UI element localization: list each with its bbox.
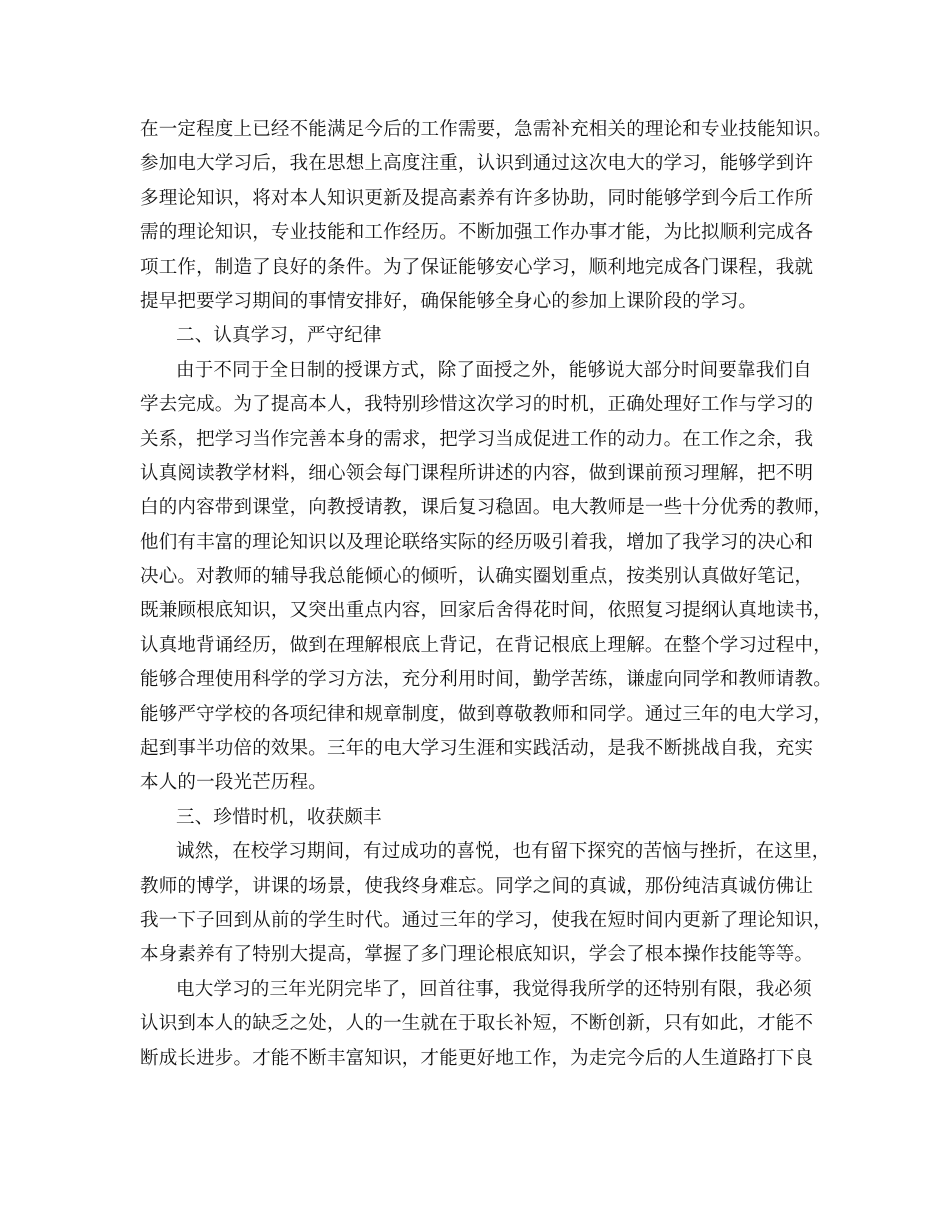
- text-line: 起到事半功倍的效果。三年的电大学习生涯和实践活动，是我不断挑战自我，充实: [140, 738, 814, 760]
- document-body: [140, 113, 832, 1076]
- text-line: 多理论知识，将对本人知识更新及提高素养有许多协助，同时能够学到今后工作所: [140, 187, 814, 209]
- text-line: 能够合理使用科学的学习方法，充分利用时间，勤学苦练，谦虚向同学和教师请教。: [140, 669, 832, 691]
- text-line: 能够严守学校的各项纪律和规章制度，做到尊敬教师和同学。通过三年的电大学习，: [140, 703, 832, 725]
- text-line: 他们有丰富的理论知识以及理论联络实际的经历吸引着我，增加了我学习的决心和: [140, 531, 814, 553]
- text-line: 认真阅读教学材料，细心领会每门课程所讲述的内容，做到课前预习理解，把不明: [140, 462, 814, 484]
- text-line: 在一定程度上已经不能满足今后的工作需要，急需补充相关的理论和专业技能知识。: [140, 119, 832, 140]
- text-line: 断成长进步。才能不断丰富知识，才能更好地工作，为走完今后的人生道路打下良: [140, 1047, 814, 1069]
- text-line: 需的理论知识，专业技能和工作经历。不断加强工作办事才能，为比拟顺利完成各: [140, 222, 814, 244]
- text-line: 既兼顾根底知识，又突出重点内容，回家后舍得花时间，依照复习提纲认真地读书，: [140, 600, 832, 622]
- text-line: 白的内容带到课堂，向教授请教，课后复习稳固。电大教师是一些十分优秀的教师，: [140, 497, 832, 519]
- text-line: 三、珍惜时机，收获颇丰: [176, 806, 382, 828]
- text-line: 由于不同于全日制的授课方式，除了面授之外，能够说大部分时间要靠我们自: [176, 359, 812, 381]
- text-line: 我一下子回到从前的学生时代。通过三年的学习，使我在短时间内更新了理论知识，: [140, 909, 832, 931]
- text-line: 二、认真学习，严守纪律: [176, 325, 382, 347]
- text-line: 项工作，制造了良好的条件。为了保证能够安心学习，顺利地完成各门课程，我就: [140, 256, 814, 278]
- text-line: 提早把要学习期间的事情安排好，确保能够全身心的参加上课阶段的学习。: [140, 290, 758, 312]
- text-line: 本身素养有了特别大提高，掌握了多门理论根底知识，学会了根本操作技能等等。: [140, 944, 814, 966]
- text-line: 参加电大学习后，我在思想上高度注重，认识到通过这次电大的学习，能够学到许: [140, 153, 814, 175]
- text-line: 教师的博学，讲课的场景，使我终身难忘。同学之间的真诚，那份纯洁真诚仿佛让: [140, 875, 814, 897]
- text-line: 电大学习的三年光阴完毕了，回首往事，我觉得我所学的还特别有限，我必须: [176, 978, 812, 1000]
- text-line: 诚然，在校学习期间，有过成功的喜悦，也有留下探究的苦恼与挫折，在这里，: [176, 841, 831, 863]
- text-line: 认识到本人的缺乏之处，人的一生就在于取长补短，不断创新，只有如此，才能不: [140, 1013, 814, 1035]
- text-line: 本人的一段光芒历程。: [140, 772, 328, 794]
- text-line: 关系，把学习当作完善本身的需求，把学习当成促进工作的动力。在工作之余，我: [140, 428, 814, 450]
- text-line: 认真地背诵经历，做到在理解根底上背记，在背记根底上理解。在整个学习过程中，: [140, 634, 832, 656]
- text-line: 决心。对教师的辅导我总能倾心的倾听，认确实圈划重点，按类别认真做好笔记，: [140, 566, 814, 588]
- text-line: 学去完成。为了提高本人，我特别珍惜这次学习的时机，正确处理好工作与学习的: [140, 394, 814, 416]
